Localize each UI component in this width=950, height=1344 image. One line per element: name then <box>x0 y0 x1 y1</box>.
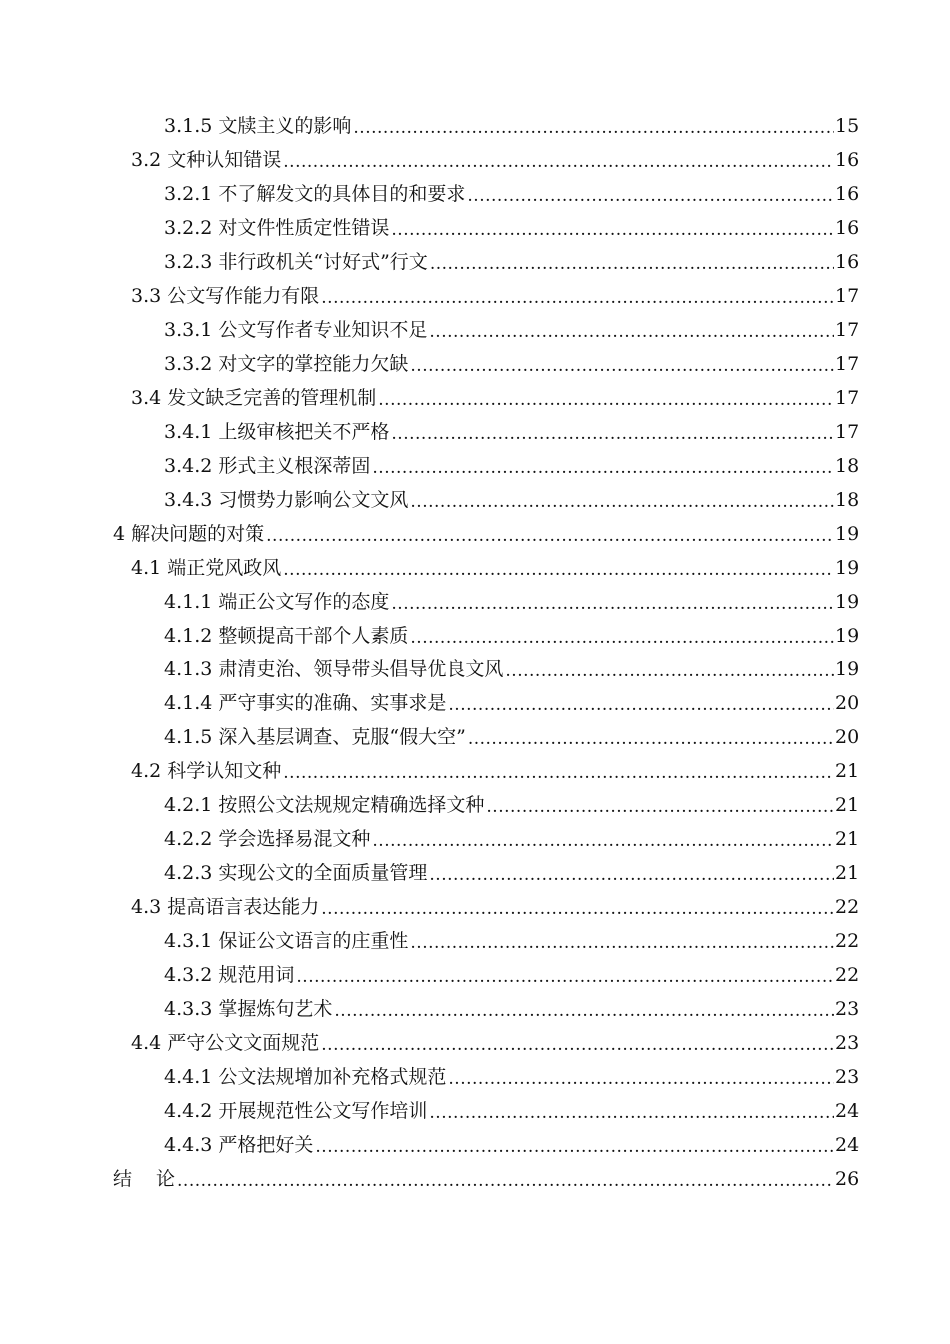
dot-leader <box>410 358 834 375</box>
toc-entry-label: 结 论 <box>113 1167 176 1190</box>
dot-leader <box>429 324 834 341</box>
toc-entry-label: 4.2 科学认知文种 <box>131 760 282 783</box>
toc-entry[interactable] <box>0 857 950 891</box>
dot-leader <box>448 1071 834 1088</box>
dot-leader <box>467 188 834 205</box>
toc-entry-label: 3.2.1 不了解发文的具体目的和要求 <box>164 183 466 206</box>
toc-entry-page-number: 26 <box>835 1167 860 1190</box>
toc-entry-page-number: 23 <box>835 1031 860 1054</box>
toc-entry[interactable] <box>0 1128 950 1162</box>
dot-leader <box>505 663 834 680</box>
toc-entry[interactable] <box>0 212 950 246</box>
toc-entry[interactable] <box>0 517 950 551</box>
toc-entry[interactable] <box>0 687 950 721</box>
toc-entry-label: 3.4 发文缺乏完善的管理机制 <box>131 386 377 409</box>
toc-entry-label: 4.4 严守公文文面规范 <box>131 1031 320 1054</box>
toc-entry-page-number: 20 <box>835 692 860 715</box>
toc-entry[interactable] <box>0 314 950 348</box>
dot-leader <box>410 935 834 952</box>
toc-entry[interactable] <box>0 992 950 1026</box>
toc-entry[interactable] <box>0 415 950 449</box>
toc-entry-page-number: 19 <box>835 658 860 681</box>
toc-entry-label: 4.3.3 掌握炼句艺术 <box>164 997 333 1020</box>
toc-entry-page-number: 16 <box>835 149 860 172</box>
toc-entry[interactable] <box>0 246 950 280</box>
toc-entry[interactable] <box>0 619 950 653</box>
toc-entry-page-number: 20 <box>835 726 860 749</box>
toc-entry-page-number: 16 <box>835 251 860 274</box>
toc-entry-page-number: 19 <box>835 590 860 613</box>
toc-entry[interactable] <box>0 551 950 585</box>
dot-leader <box>391 596 834 613</box>
toc-entry[interactable] <box>0 755 950 789</box>
toc-entry[interactable] <box>0 789 950 823</box>
toc-entry-label: 3.3.2 对文字的掌控能力欠缺 <box>164 353 409 376</box>
dot-leader <box>177 1173 834 1190</box>
toc-entry[interactable] <box>0 1026 950 1060</box>
toc-entry[interactable] <box>0 110 950 144</box>
toc-entry-page-number: 16 <box>835 217 860 240</box>
toc-entry-label: 4.3.2 规范用词 <box>164 963 295 986</box>
dot-leader <box>334 1003 834 1020</box>
toc-entry-page-number: 15 <box>835 115 860 138</box>
dot-leader <box>410 494 834 511</box>
toc-entry-label: 3.2.2 对文件性质定性错误 <box>164 217 390 240</box>
toc-entry-label: 3.3.1 公文写作者专业知识不足 <box>164 319 428 342</box>
dot-leader <box>429 867 834 884</box>
toc-entry-page-number: 21 <box>835 760 860 783</box>
toc-entry-page-number: 16 <box>835 183 860 206</box>
toc-entry-label: 4.4.2 开展规范性公文写作培训 <box>164 1099 428 1122</box>
toc-entry-label: 4.3 提高语言表达能力 <box>131 896 320 919</box>
toc-entry-label: 4.1.4 严守事实的准确、实事求是 <box>164 692 447 715</box>
toc-entry-label: 4.1 端正党风政风 <box>131 556 282 579</box>
dot-leader <box>378 392 834 409</box>
toc-entry-page-number: 22 <box>835 929 860 952</box>
toc-entry-page-number: 21 <box>835 794 860 817</box>
toc-entry-label: 4.1.2 整顿提高干部个人素质 <box>164 624 409 647</box>
toc-entry[interactable] <box>0 382 950 416</box>
toc-entry[interactable] <box>0 1060 950 1094</box>
toc-entry[interactable] <box>0 483 950 517</box>
toc-entry-page-number: 17 <box>835 386 860 409</box>
toc-entry-page-number: 21 <box>835 862 860 885</box>
toc-entry-page-number: 23 <box>835 1065 860 1088</box>
toc-entry-page-number: 18 <box>835 454 860 477</box>
toc-entry-label: 3.1.5 文牍主义的影响 <box>164 115 352 138</box>
toc-entry-label: 4.2.2 学会选择易混文种 <box>164 828 371 851</box>
toc-entry[interactable] <box>0 348 950 382</box>
dot-leader <box>486 799 834 816</box>
dot-leader <box>372 833 834 850</box>
dot-leader <box>391 426 834 443</box>
toc-entry[interactable] <box>0 891 950 925</box>
dot-leader <box>266 528 834 545</box>
dot-leader <box>448 697 834 714</box>
dot-leader <box>321 290 834 307</box>
dot-leader <box>283 765 834 782</box>
toc-entry-page-number: 17 <box>835 353 860 376</box>
table-of-contents <box>0 110 950 1196</box>
toc-entry-page-number: 22 <box>835 963 860 986</box>
toc-entry[interactable] <box>0 585 950 619</box>
toc-entry-page-number: 19 <box>835 624 860 647</box>
dot-leader <box>429 1105 834 1122</box>
toc-entry-label: 4 解决问题的对策 <box>113 522 265 545</box>
toc-entry-label: 4.1.1 端正公文写作的态度 <box>164 590 390 613</box>
dot-leader <box>283 562 834 579</box>
toc-entry-label: 4.1.5 深入基层调查、克服“假大空” <box>164 726 466 749</box>
toc-entry[interactable] <box>0 1094 950 1128</box>
toc-entry-page-number: 17 <box>835 319 860 342</box>
toc-entry[interactable] <box>0 178 950 212</box>
toc-entry-page-number: 24 <box>835 1099 860 1122</box>
toc-entry-label: 4.3.1 保证公文语言的庄重性 <box>164 929 409 952</box>
toc-entry-page-number: 18 <box>835 488 860 511</box>
dot-leader <box>321 901 834 918</box>
toc-entry-label: 4.2.1 按照公文法规规定精确选择文种 <box>164 794 485 817</box>
toc-entry[interactable] <box>0 449 950 483</box>
toc-entry-page-number: 23 <box>835 997 860 1020</box>
toc-entry-label: 4.4.3 严格把好关 <box>164 1133 314 1156</box>
toc-entry-label: 4.4.1 公文法规增加补充格式规范 <box>164 1065 447 1088</box>
dot-leader <box>353 120 834 137</box>
dot-leader <box>321 1037 834 1054</box>
toc-entry-page-number: 24 <box>835 1133 860 1156</box>
toc-entry[interactable] <box>0 280 950 314</box>
toc-entry-label: 3.4.1 上级审核把关不严格 <box>164 420 390 443</box>
toc-entry[interactable] <box>0 925 950 959</box>
dot-leader <box>410 630 834 647</box>
toc-entry-conclusion[interactable] <box>0 1162 950 1196</box>
toc-entry-label: 4.2.3 实现公文的全面质量管理 <box>164 862 428 885</box>
toc-entry-label: 3.2.3 非行政机关“讨好式”行文 <box>164 251 428 274</box>
dot-leader <box>283 154 834 171</box>
toc-entry-label: 3.3 公文写作能力有限 <box>131 285 320 308</box>
toc-entry-page-number: 19 <box>835 556 860 579</box>
dot-leader <box>391 222 834 239</box>
dot-leader <box>372 460 834 477</box>
toc-entry-page-number: 17 <box>835 285 860 308</box>
toc-entry-page-number: 17 <box>835 420 860 443</box>
toc-entry-page-number: 22 <box>835 896 860 919</box>
toc-entry[interactable] <box>0 958 950 992</box>
toc-entry-page-number: 21 <box>835 828 860 851</box>
dot-leader <box>430 256 834 273</box>
toc-entry[interactable] <box>0 721 950 755</box>
dot-leader <box>296 969 834 986</box>
toc-entry-page-number: 19 <box>835 522 860 545</box>
toc-entry-label: 4.1.3 肃清吏治、领导带头倡导优良文风 <box>164 658 504 681</box>
toc-entry-label: 3.2 文种认知错误 <box>131 149 282 172</box>
toc-entry[interactable] <box>0 823 950 857</box>
dot-leader <box>315 1139 834 1156</box>
toc-entry[interactable] <box>0 144 950 178</box>
toc-entry-label: 3.4.3 习惯势力影响公文文风 <box>164 488 409 511</box>
dot-leader <box>468 731 834 748</box>
toc-entry-label: 3.4.2 形式主义根深蒂固 <box>164 454 371 477</box>
toc-entry[interactable] <box>0 653 950 687</box>
